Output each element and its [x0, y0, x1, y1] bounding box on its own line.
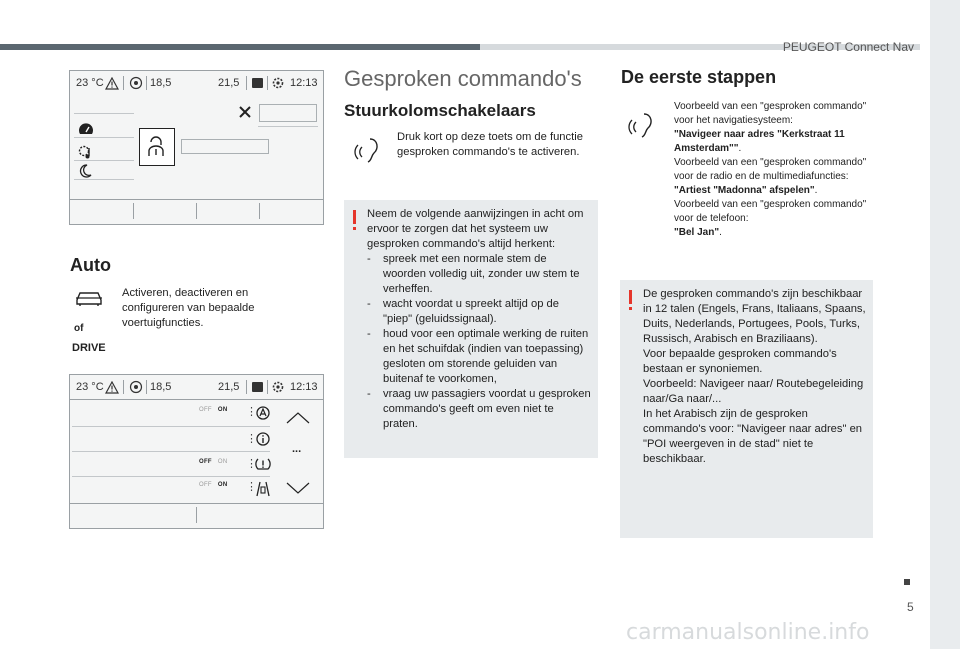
voice-note-box [344, 200, 598, 458]
phone-icon [251, 77, 264, 89]
list-item: - spreek met een normale stem de woorden volledig uit, zonder uw stem te verheffen. [367, 252, 591, 297]
more-button[interactable]: ... [292, 443, 302, 455]
example-phone-command: "Bel Jan" [674, 227, 720, 238]
temperature: 23 °C [76, 77, 104, 89]
note-line: Voorbeeld: Navigeer naar/ Routebegeleiding naar/Ga naar/... [643, 378, 864, 405]
page-number: 5 [907, 600, 914, 614]
header-rule-dark [0, 44, 480, 50]
settings-icon [271, 380, 285, 394]
voice-commands-heading: Gesproken commando's [344, 66, 582, 91]
example-radio-command: "Artiest "Madonna" afspelen" [674, 185, 815, 196]
clock: 12:13 [290, 381, 318, 393]
example-phone-intro: Voorbeeld van een "gesproken commando" voor de telefoon: [674, 199, 867, 224]
status-bar [70, 375, 323, 399]
voice-command-icon [626, 112, 656, 140]
note-line: In het Arabisch zijn de gesproken commando's voor: "Navigeer naar adres" en "POI weergeven in de stad" niet te beschikbaar. [643, 408, 863, 465]
voice-note-list [367, 252, 591, 432]
auto-heading: Auto [70, 255, 111, 275]
example-nav-intro: Voorbeeld van een "gesproken commando" voor het navigatiesysteem: [674, 101, 867, 126]
page-edge-strip [930, 0, 960, 649]
scroll-down-icon[interactable] [286, 482, 310, 494]
header-title: PEUGEOT Connect Nav [782, 40, 914, 54]
voice-commands-subheading: Stuurkolomschakelaars [344, 101, 536, 120]
example-radio-intro: Voorbeeld van een "gesproken commando" voor de radio en de multimediafuncties: [674, 157, 867, 182]
speed-limit-icon [256, 406, 270, 420]
voice-command-icon [352, 137, 382, 165]
ambiance-icon[interactable] [77, 144, 95, 160]
left-value: 18,5 [150, 77, 172, 89]
list-item: - wacht voordat u spreekt altijd op de "piep" (geluidssignaal). [367, 297, 591, 327]
first-steps-heading: De eerste stappen [621, 67, 777, 87]
list-item: - vraag uw passagiers voordat u gesproken commando's geeft om even niet te praten. [367, 387, 591, 432]
auto-drive-label: DRIVE [72, 342, 106, 354]
voice-intro-text: Druk kort op deze toets om de functie gesproken commando's te activeren. [397, 131, 583, 158]
toggle-switch[interactable]: OFF ON [199, 482, 228, 488]
profile-icon [146, 135, 166, 157]
sport-mode-icon[interactable] [78, 122, 94, 136]
status-bar [70, 71, 323, 95]
screen-driving-functions: 23 °C 18,5 21,5 12:13 OFF ON ⋮ ⋮ ... OFF ON ⋮ OFF ON ⋮ [69, 374, 324, 529]
profile-name-field[interactable] [181, 139, 269, 154]
auto-or-label: of [74, 323, 84, 334]
right-value: 21,5 [218, 77, 240, 89]
text-field[interactable] [259, 104, 317, 122]
phone-icon [251, 381, 264, 393]
close-icon[interactable] [239, 106, 251, 118]
voice-note-intro: Neem de volgende aanwijzingen in acht om ervoor te zorgen dat het systeem uw gesproken commando's altijd herkent: [367, 208, 584, 250]
screen-settings [69, 70, 324, 225]
climate-icon [129, 76, 143, 90]
climate-icon [129, 380, 143, 394]
settings-icon [271, 76, 285, 90]
info-icon [256, 432, 270, 446]
scroll-up-icon[interactable] [286, 412, 310, 424]
clock: 12:13 [290, 77, 318, 89]
auto-text: Activeren, deactiveren en configureren van bepaalde voertuigfuncties. [122, 287, 255, 329]
car-icon [74, 289, 104, 307]
toggle-switch[interactable]: OFF ON [199, 459, 228, 465]
watermark: carmanualsonline.info [626, 620, 870, 645]
warning-icon [105, 77, 119, 90]
first-steps-examples: Voorbeeld van een "gesproken commando" voor het navigatiesysteem: "Navigeer naar adres "Kerkstraat 11 Amsterdam"". Voorbeeld van een "gesproken commando" voor de radio en de multimediafuncties: "Artiest "Madonna" afspelen". Voorbeeld van een "gesproken commando" voor de telefoon: "Bel Jan". [674, 100, 874, 240]
list-item: - houd voor een optimale werking de ruiten en het schuifdak (indien van toepassing) gesloten om storende geluiden van buitenaf te voorkomen, [367, 327, 591, 387]
note-line: Voor bepaalde gesproken commando's bestaan er synoniemen. [643, 348, 837, 375]
lane-assist-icon [255, 481, 271, 497]
right-value: 21,5 [218, 381, 240, 393]
night-mode-icon[interactable] [78, 164, 92, 178]
temperature: 23 °C [76, 381, 104, 393]
languages-note-box [620, 280, 873, 538]
warning-icon [105, 381, 119, 394]
example-nav-command: "Navigeer naar adres "Kerkstraat 11 Amsterdam"" [674, 129, 845, 154]
left-value: 18,5 [150, 381, 172, 393]
tyre-warning-icon [255, 457, 271, 471]
toggle-switch[interactable]: OFF ON [199, 407, 228, 413]
continuation-marker [904, 579, 910, 585]
note-line: De gesproken commando's zijn beschikbaar in 12 talen (Engels, Frans, Italiaans, Spaans, Duits, Nederlands, Portugees, Pools, Turks, Russisch, Arabisch en Braziliaans). [643, 288, 866, 345]
